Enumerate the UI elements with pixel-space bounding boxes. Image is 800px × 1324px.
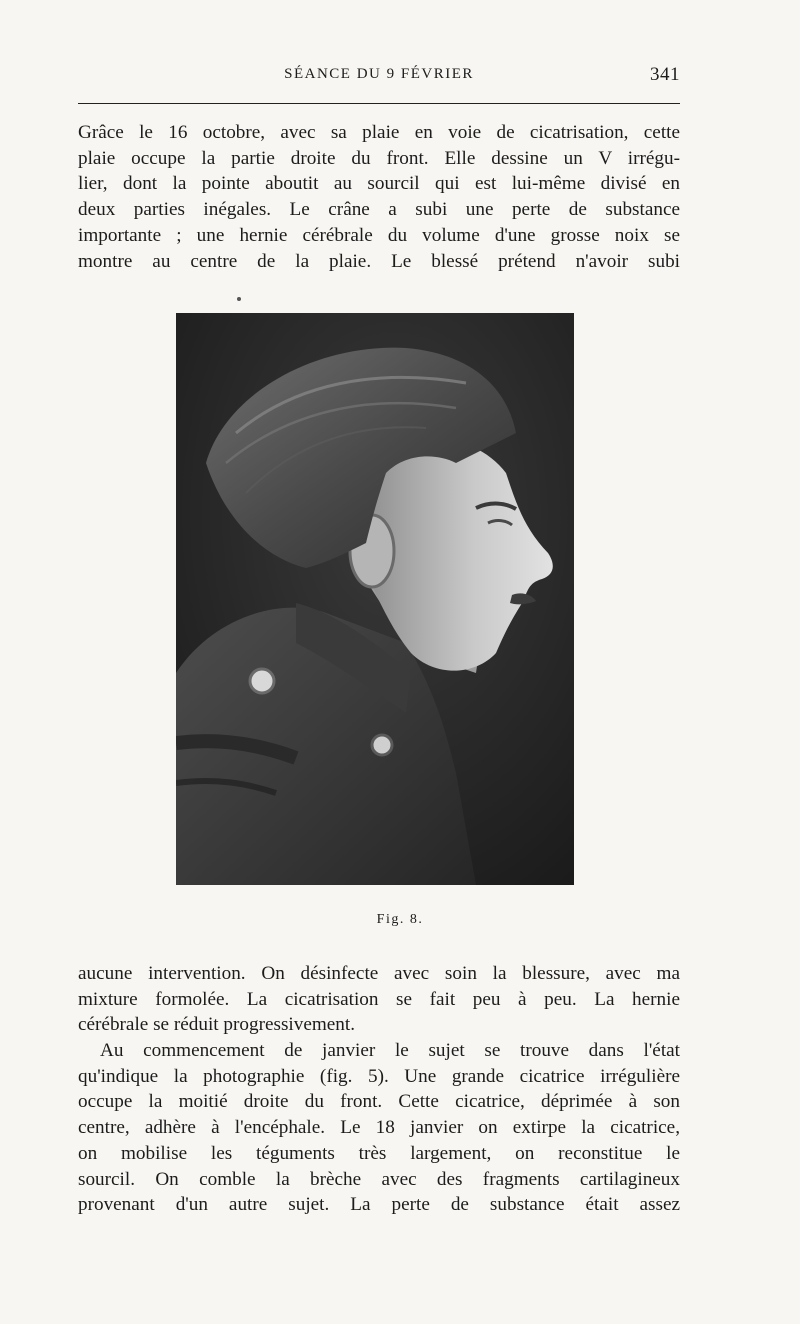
text-line: on mobilise les téguments très largement, on reconstitue le — [78, 1142, 680, 1164]
text-line: montre au centre de la plaie. Le blessé prétend n'avoir subi — [78, 250, 680, 272]
text-line: Au commencement de janvier le sujet se trouve dans l'état — [100, 1040, 680, 1061]
coat-button — [372, 735, 392, 755]
text-line: importante ; une hernie cérébrale du volume d'une grosse noix se — [78, 224, 680, 246]
header-rule — [78, 103, 680, 104]
paragraph-top — [78, 120, 680, 274]
text-line: Grâce le 16 octobre, avec sa plaie en voie de cicatrisation, cette — [78, 122, 680, 143]
text-line: deux parties inégales. Le crâne a subi une perte de substance — [78, 199, 680, 221]
text-line: occupe la moitié droite du front. Cette cicatrice, déprimée à son — [78, 1091, 680, 1113]
figure-caption: Fig. 8. — [376, 912, 424, 927]
text-line: mixture formolée. La cicatrisation se fait peu à peu. La hernie — [78, 988, 680, 1010]
paragraph-continuation — [78, 961, 680, 1038]
coat-button — [250, 669, 274, 693]
text-line: provenant d'un autre sujet. La perte de substance était assez — [78, 1194, 680, 1216]
running-title: SÉANCE DU 9 FÉVRIER — [284, 66, 474, 82]
text-line: centre, adhère à l'encéphale. Le 18 janvier on extirpe la cicatrice, — [78, 1117, 680, 1139]
portrait-photo — [176, 313, 574, 885]
figure-photograph — [176, 313, 574, 885]
running-header — [78, 66, 680, 92]
text-line: sourcil. On comble la brèche avec des fragments cartilagineux — [78, 1168, 680, 1190]
paragraph-january — [78, 1038, 680, 1218]
text-line: plaie occupe la partie droite du front. Elle dessine un V irrégu- — [78, 147, 680, 169]
text-line: aucune intervention. On désinfecte avec soin la blessure, avec ma — [78, 963, 680, 984]
print-speck — [237, 297, 241, 301]
text-line: cérébrale se réduit progressivement. — [78, 1014, 356, 1036]
text-line: lier, dont la pointe aboutit au sourcil qui est lui-même divisé en — [78, 173, 680, 195]
page-number: 341 — [650, 64, 680, 85]
text-line: qu'indique la photographie (fig. 5). Une grande cicatrice irrégulière — [78, 1065, 680, 1087]
